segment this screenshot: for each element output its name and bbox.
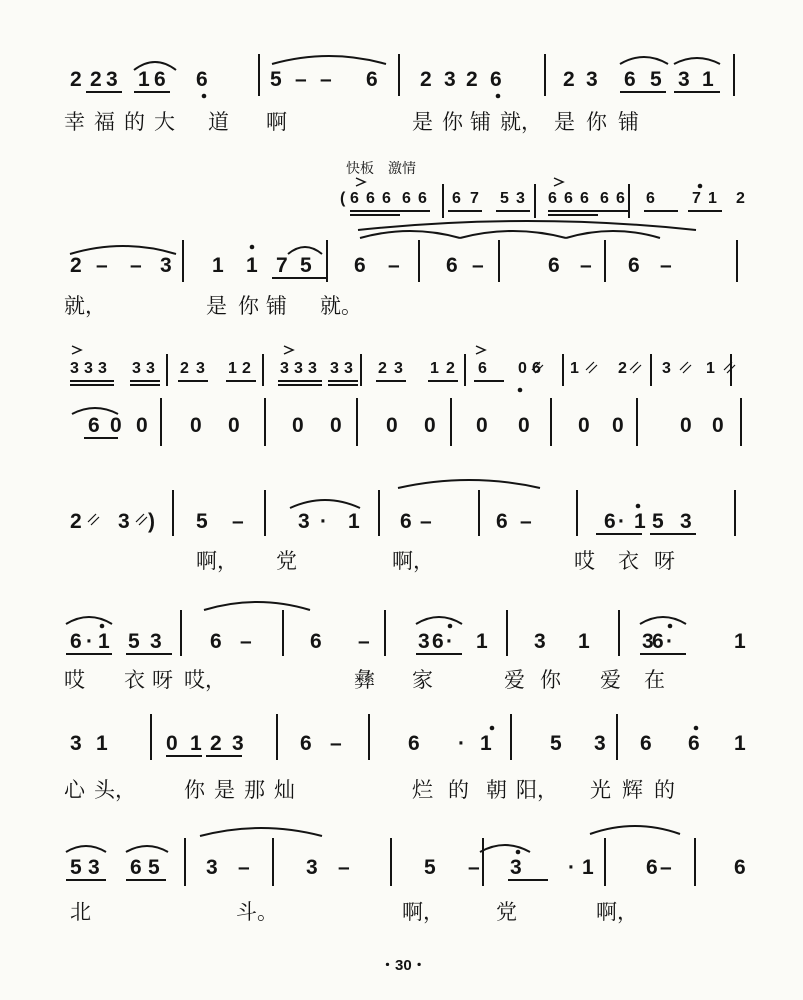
note-digit: 6 [600,190,609,207]
tremolo-mark [532,362,543,373]
note-digit: 1 [228,360,237,377]
note-digit: 1 [706,360,715,377]
note-digit: 6 [88,414,100,437]
note-digit: 3 [510,856,522,879]
note-digit: 6 [366,190,375,207]
note-digit: · [320,510,327,533]
lyric-syllable: 大 [154,110,175,134]
slur-mark [398,480,540,488]
note-digit: 3 [642,630,654,653]
note-digit: 6 [310,630,322,653]
note-digit: 1 [480,732,492,755]
note-digit: 3 [444,68,456,91]
note-digit: 0 [424,414,436,437]
lyric-syllable: 是 [206,294,227,318]
lyric-syllable: 哎 [574,549,595,573]
high-octave-dot [694,726,699,731]
note-digit: 2 [466,68,478,91]
slur-mark [288,247,322,254]
lyric-syllable: 衣 [618,549,639,573]
note-digit: 3 [84,360,93,377]
slur-mark [640,617,686,624]
note-digit: 1 [734,630,746,653]
note-digit: 6 [400,510,412,533]
accent-mark [476,346,485,354]
note-digit: 3 [678,68,690,91]
note-digit: 2 [736,190,745,207]
note-digit: 1 [708,190,717,207]
high-octave-dot [668,624,673,629]
note-digit: 6 [402,190,411,207]
high-octave-dot [516,850,521,855]
note-digit: 3 [70,360,79,377]
note-digit: 0 [518,414,530,437]
lyric-syllable: 就， [500,110,542,134]
lyric-syllable: 的 [124,110,145,134]
note-digit: 6 [408,732,420,755]
note-digit: 2 [90,68,102,91]
note-digit: – [338,856,350,879]
note-digit: · [458,732,465,755]
note-digit: 3 [662,360,671,377]
note-digit: 0 [712,414,724,437]
lyric-syllable: 头， [94,778,136,802]
slur-mark [674,58,720,64]
note-digit: 2 [242,360,251,377]
note-digit: 3 [206,856,218,879]
slur-mark [566,231,660,238]
note-digit: 3 [70,732,82,755]
slur-mark [134,62,176,70]
note-digit: 0 [578,414,590,437]
lyric-syllable: 哎， [184,668,226,692]
high-octave-dot [448,624,453,629]
lyric-syllable: 辉 [622,778,643,802]
low-octave-dot [202,94,207,99]
note-digit: 5 [424,856,436,879]
lyric-syllable: 你 [540,668,561,692]
note-digit: 3 [298,510,310,533]
note-digit: 1 [246,254,258,277]
note-digit: – [520,510,532,533]
note-digit: 6 [548,190,557,207]
note-digit: 3 [150,630,162,653]
lyric-syllable: 啊， [392,549,434,573]
note-digit: 1 [96,732,108,755]
note-digit: 6 [640,732,652,755]
lyric-syllable: 爱 [600,668,621,692]
note-digit: · [618,510,625,533]
note-digit: 6 [300,732,312,755]
lyric-syllable: 啊， [196,549,238,573]
note-digit: 0 [476,414,488,437]
note-digit: · [446,630,453,653]
tremolo-mark [586,362,597,373]
note-digit: 3 [330,360,339,377]
note-digit: 0 [136,414,148,437]
lyric-syllable: 灿 [274,778,295,802]
note-digit: 0 [166,732,178,755]
slur-mark [620,57,668,64]
note-digit: 6 [154,68,166,91]
lyric-syllable: 啊， [402,900,444,924]
note-digit: – [420,510,432,533]
note-digit: 2 [446,360,455,377]
note-digit: 1 [348,510,360,533]
note-digit: 6 [496,510,508,533]
note-digit: 5 [270,68,282,91]
high-octave-dot [698,184,703,189]
note-digit: 0 [292,414,304,437]
note-digit: 3 [306,856,318,879]
note-digit: – [295,68,307,91]
note-digit: 0 [228,414,240,437]
note-digit: 3 [196,360,205,377]
note-digit: 3 [106,68,118,91]
note-digit: – [580,254,592,277]
note-digit: 0 [110,414,122,437]
note-digit: – [388,254,400,277]
lyric-syllable: 心 [64,778,85,802]
lyric-syllable: 党 [276,549,297,573]
note-digit: – [240,630,252,653]
note-digit: 1 [212,254,224,277]
note-digit: 3 [232,732,244,755]
tremolo-mark [724,362,735,373]
high-octave-dot [100,624,105,629]
high-octave-dot [636,504,641,509]
note-digit: 6 [446,254,458,277]
note-digit: ) [148,510,155,533]
note-digit: – [238,856,250,879]
note-digit: 5 [196,510,208,533]
note-digit: 0 [190,414,202,437]
note-digit: – [232,510,244,533]
lyric-syllable: 衣 [124,668,145,692]
lyric-syllable: 的 [654,778,675,802]
note-digit: · [86,630,93,653]
note-digit: 2 [180,360,189,377]
tremolo-mark [88,514,99,525]
note-digit: 2 [563,68,575,91]
slur-mark [590,826,680,834]
slur-mark [272,56,386,64]
note-digit: 6 [688,732,700,755]
note-digit: 6 [354,254,366,277]
lyric-syllable: 光 [590,778,611,802]
lyric-syllable: 你 [238,294,259,318]
low-octave-dot [518,388,523,393]
lyric-syllable: 是 [412,110,433,134]
accent-mark [284,346,293,354]
note-digit: 3 [394,360,403,377]
note-digit: 7 [470,190,479,207]
note-digit: – [660,856,672,879]
note-digit: 6 [452,190,461,207]
lyric-syllable: 啊， [596,900,638,924]
lyric-syllable: 北 [70,900,91,924]
note-digit: 6 [210,630,222,653]
note-digit: 3 [344,360,353,377]
note-digit: – [472,254,484,277]
note-digit: 3 [118,510,130,533]
note-digit: 1 [190,732,202,755]
note-digit: 3 [680,510,692,533]
lyric-syllable: 福 [94,110,115,134]
note-digit: 5 [70,856,82,879]
note-digit: · [568,856,575,879]
lyric-syllable: 那 [244,778,265,802]
note-digit: – [660,254,672,277]
note-digit: 5 [500,190,509,207]
note-digit: 6 [628,254,640,277]
note-digit: 2 [70,254,82,277]
note-digit: – [358,630,370,653]
note-digit: 6 [196,68,208,91]
note-digit: 0 [612,414,624,437]
note-digit: 5 [128,630,140,653]
note-digit: 1 [476,630,488,653]
lyric-syllable: 斗。 [236,900,278,924]
note-digit: 3 [516,190,525,207]
note-digit: 3 [280,360,289,377]
lyric-syllable: 呀 [152,668,173,692]
lyric-syllable: 哎 [64,668,85,692]
note-digit: 6 [478,360,487,377]
slur-mark [66,846,106,852]
note-digit: 6 [580,190,589,207]
note-digit: 7 [692,190,701,207]
low-octave-dot [496,94,501,99]
note-digit: 0 [680,414,692,437]
note-digit: 2 [70,68,82,91]
note-digit: 6 [734,856,746,879]
lyric-syllable: 你 [586,110,607,134]
slur-mark [360,231,460,238]
note-digit: 3 [418,630,430,653]
slur-mark [204,602,310,610]
lyric-syllable: 你 [184,778,205,802]
note-digit: 1 [570,360,579,377]
note-digit: 7 [276,254,288,277]
note-digit: 6 [532,360,541,377]
note-digit: 6 [604,510,616,533]
note-digit: · [666,630,673,653]
lyric-syllable: 呀 [654,549,675,573]
note-digit: 0 [518,360,527,377]
note-digit: 6 [382,190,391,207]
lyric-syllable: 在 [644,668,665,692]
note-digit: 3 [132,360,141,377]
note-digit: ( [340,190,346,207]
note-digit: 1 [702,68,714,91]
tremolo-mark [680,362,691,373]
note-digit: 3 [534,630,546,653]
note-digit: 2 [618,360,627,377]
note-digit: 6 [350,190,359,207]
note-digit: 1 [98,630,110,653]
note-digit: 3 [88,856,100,879]
lyric-syllable: 阳， [516,778,558,802]
note-digit: 6 [616,190,625,207]
note-digit: 3 [98,360,107,377]
slur-mark [126,846,168,852]
lyric-syllable: 爱 [504,668,525,692]
note-digit: 6 [646,190,655,207]
note-digit: 3 [294,360,303,377]
slur-mark [200,828,322,836]
note-digit: – [320,68,332,91]
note-digit: 5 [300,254,312,277]
slur-mark [70,246,176,254]
slur-mark [290,500,360,508]
accent-mark [72,346,81,354]
lyric-syllable: 烂 [412,778,433,802]
note-digit: 6 [548,254,560,277]
note-digit: 2 [378,360,387,377]
lyric-syllable: 铺 [618,110,639,134]
high-octave-dot [250,245,255,250]
lyric-syllable: 的 [448,778,469,802]
note-digit: 5 [148,856,160,879]
note-digit: 0 [386,414,398,437]
lyric-syllable: 家 [412,668,433,692]
page-number: ・30・ [380,957,427,974]
lyric-syllable: 幸 [64,110,85,134]
lyric-syllable: 就。 [320,294,362,318]
note-digit: 1 [578,630,590,653]
note-digit: – [130,254,142,277]
accent-mark [554,178,563,186]
lyric-syllable: 道 [208,110,229,134]
note-digit: 3 [146,360,155,377]
note-digit: 3 [586,68,598,91]
high-octave-dot [490,726,495,731]
note-digit: 6 [432,630,444,653]
note-digit: 6 [652,630,664,653]
note-digit: 6 [624,68,636,91]
lyric-syllable: 是 [554,110,575,134]
note-digit: 6 [366,68,378,91]
slur-mark [358,221,696,230]
slur-mark [480,845,530,852]
note-digit: 6 [564,190,573,207]
lyric-syllable: 铺 [266,294,287,318]
note-digit: 6 [70,630,82,653]
slur-mark [72,408,118,414]
note-digit: 5 [550,732,562,755]
lyric-syllable: 就， [64,294,106,318]
tempo-marking: 快板 激情 [346,161,416,177]
note-digit: 6 [490,68,502,91]
note-digit: 1 [430,360,439,377]
lyric-syllable: 彝 [354,668,375,692]
note-digit: 6 [130,856,142,879]
lyric-syllable: 朝 [486,778,507,802]
note-digit: 6 [646,856,658,879]
note-digit: 2 [420,68,432,91]
note-digit: 5 [650,68,662,91]
note-digit: 0 [330,414,342,437]
lyric-syllable: 是 [214,778,235,802]
note-digit: 3 [160,254,172,277]
slur-mark [416,617,462,624]
note-digit: – [96,254,108,277]
slur-mark [66,617,112,624]
note-digit: 1 [582,856,594,879]
tremolo-mark [630,362,641,373]
lyric-syllable: 啊 [266,110,287,134]
note-digit: 3 [594,732,606,755]
note-digit: 5 [652,510,664,533]
lyric-syllable: 你 [442,110,463,134]
slur-mark [460,231,566,238]
tremolo-mark [136,514,147,525]
note-digit: 6 [418,190,427,207]
lyric-syllable: 党 [496,900,517,924]
note-digit: 2 [70,510,82,533]
note-digit: – [330,732,342,755]
note-digit: 2 [210,732,222,755]
lyric-syllable: 铺 [470,110,491,134]
accent-mark [356,178,365,186]
note-digit: 1 [634,510,646,533]
note-digit: – [468,856,480,879]
note-digit: 1 [138,68,150,91]
note-digit: 3 [308,360,317,377]
note-digit: 1 [734,732,746,755]
